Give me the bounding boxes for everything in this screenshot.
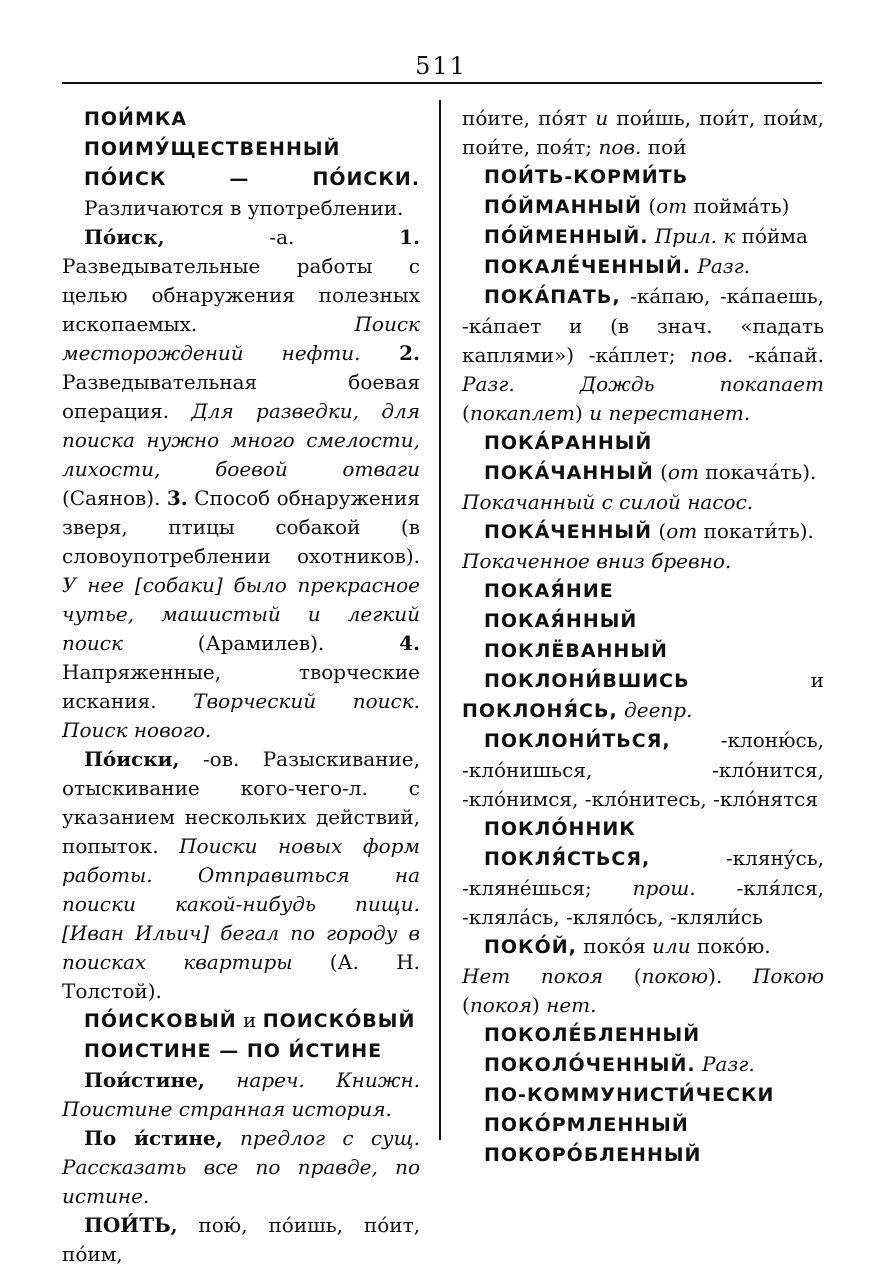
entry-text: пои́ (641, 135, 687, 159)
headword: ПОКА́РАННЫЙ (484, 432, 653, 454)
entry-text: покача́ть). (698, 460, 817, 484)
entry-po-kommunisticheski (462, 1080, 824, 1110)
headword: ПОКА́ЧАННЫЙ (484, 462, 654, 484)
subheadword: По́иск, (84, 225, 165, 249)
entry-pokachanny (462, 458, 824, 517)
entry-text: от (666, 519, 698, 543)
entry-text: ). (708, 964, 753, 988)
headword: ПОИСКО́ВЫЙ (262, 1010, 416, 1032)
headword: ПОКОЛО́ЧЕННЫЙ. (484, 1054, 696, 1076)
entry-pokoroblenny (462, 1140, 824, 1170)
entry-pokayanie (462, 576, 824, 606)
entry-text: поко́ю. (690, 934, 771, 958)
entry-text: ( (653, 460, 668, 484)
page-number: 511 (415, 52, 467, 80)
headword: ПО-КОММУНИСТИ́ЧЕСКИ (484, 1084, 775, 1106)
entry-text: поко́я (576, 934, 653, 958)
entry-poimka (62, 104, 420, 134)
entry-text: от (667, 460, 699, 484)
entry-text: и (689, 668, 824, 692)
headword: ПОКО́Й, (484, 936, 577, 958)
entry-text: или (652, 934, 691, 958)
entry-pokolochenny (462, 1050, 824, 1080)
entry-text: ) (531, 993, 547, 1017)
entry-poit-continued (462, 104, 824, 162)
entry-text: (Арамилев). (122, 631, 400, 655)
entry-text: Разг. (691, 254, 751, 278)
headword: ПОКЛЁВАННЫЙ (484, 640, 668, 662)
entry-pokayanny (462, 606, 824, 636)
entry-text: ) (575, 401, 590, 425)
entry-text: пои́шь, пои́т, пои́м, пои́те, поя́т; (462, 106, 824, 159)
entry-poklonivshis (462, 666, 824, 726)
entry-text: ( (652, 519, 667, 543)
sense-number: 4. (399, 631, 420, 655)
entry-text: ( (462, 401, 470, 425)
example: нет. (546, 993, 597, 1017)
example: покою (641, 964, 709, 988)
example: Поиски новых форм работы. Отправиться на поиски какой-нибудь пищи. [Иван Ильич] бегал по городу в поисках квартиры (62, 834, 420, 974)
left-column (62, 104, 420, 1269)
example: Нет покоя (462, 964, 604, 988)
headword: ПОКАЯ́ННЫЙ (484, 610, 638, 632)
entry-poistine-adverb (62, 1066, 420, 1124)
entry-text: Способ обнаружения зверя, птицы собакой (в словоупотреблении охотников). (62, 486, 421, 568)
headword: ПОКЛО́ННИК (484, 818, 636, 840)
sense-number: 3. (166, 486, 188, 510)
example: Покачанный с силой насос. (462, 490, 754, 514)
entry-text: -ка́паю, -ка́паешь, -ка́пает и (в знач. «падать каплями») -ка́плет; (462, 284, 824, 367)
sense-number: 1. (399, 225, 420, 249)
entry-poit (62, 1211, 420, 1269)
headword: ПОКА́ЧЕННЫЙ (484, 521, 653, 543)
headword: ПОИМУ́ЩЕСТВЕННЫЙ (84, 138, 341, 160)
entry-pokormlenny (462, 1110, 824, 1140)
headword: ПО́ИСК — ПО́ИСКИ. (84, 168, 420, 190)
entry-text: пою́, по́ишь, по́ит, по́им, (62, 1213, 420, 1266)
entry-text: по́ите, по́ят (462, 106, 596, 130)
example: предлог с сущ. Рассказать все по правде, по истине. (62, 1126, 420, 1208)
entry-poiski-definition (62, 745, 420, 1006)
headword: ПОКЛОНЯ́СЬ, (462, 700, 618, 722)
example: Творческий поиск. Поиск нового. (62, 689, 420, 742)
entry-text: Разведывательные работы с целью обнаружения полезных ископаемых. (62, 254, 420, 336)
entry-poisk-poiski (62, 164, 420, 223)
subheadword: По́иски, (84, 747, 180, 771)
entry-text: по́йма (735, 224, 808, 248)
entry-poklonitsya (462, 726, 824, 814)
headword: ПОКО́РМЛЕННЫЙ (484, 1114, 689, 1136)
entry-text: Разг. (695, 1052, 755, 1076)
example: У нее [собаки] было прекрасное чутье, машистый и легкий поиск (62, 573, 420, 655)
entry-text: и (236, 1008, 263, 1032)
entry-text: (Саянов). (62, 486, 167, 510)
subheadword: По и́стине, (84, 1126, 223, 1150)
entry-poiskovy (62, 1006, 420, 1036)
entry-text: прош. (632, 876, 696, 900)
entry-text: -ов. Разыскивание, отыскивание кого-чего-л. с указанием нескольких действий, попыток. (62, 747, 420, 858)
sense-number: 2. (360, 341, 420, 365)
example: Покою (752, 964, 824, 988)
entry-text: -а. (164, 225, 400, 249)
entry-text: Прил. к (648, 224, 736, 248)
entry-text: пов. (598, 135, 642, 159)
entry-pokachenny (462, 517, 824, 576)
entry-text: -клоню́сь, -кло́нишься, -кло́нится, -кло́нимся, -кло́нитесь, -кло́нятся (462, 728, 824, 811)
subheadword: ПОИ́ТЬ, (84, 1213, 178, 1237)
example: покоя (469, 993, 532, 1017)
entry-text: от (656, 194, 688, 218)
headword: ПОКЛЯ́СТЬСЯ, (484, 848, 651, 870)
entry-pokaranny (462, 428, 824, 458)
entry-poklonnik (462, 814, 824, 844)
headword: ПОИ́ТЬ-КОРМИ́ТЬ (484, 166, 689, 188)
right-column (462, 104, 824, 1170)
entry-text: Различаются в употреблении. (84, 196, 404, 220)
headword: ПОИ́МКА (84, 108, 188, 130)
entry-pokoy (462, 932, 824, 1020)
headword: ПОИСТИНЕ — ПО И́СТИНЕ (84, 1040, 383, 1062)
headword: ПОКЛОНИ́ТЬСЯ, (484, 730, 671, 752)
headword: ПОКАЛЕ́ЧЕННЫЙ. (484, 256, 691, 278)
entry-text: -кля́лся, -кляла́сь, -кляло́сь, -кляли́сь (462, 876, 824, 929)
entry-text: покати́ть). (697, 519, 814, 543)
example: Покаченное вниз бревно. (462, 549, 732, 573)
entry-text: Напряженные, творческие искания. (62, 660, 420, 713)
entry-poklevanny (462, 636, 824, 666)
entry-pokapat (462, 282, 824, 428)
entry-text: ( (641, 194, 657, 218)
headword: ПОКА́ПАТЬ, (484, 286, 621, 308)
entry-text: пойма́ть) (687, 194, 790, 218)
headword: ПО́ЙМАННЫЙ (484, 196, 642, 218)
header-rule (62, 82, 822, 84)
entry-poisk-definition (62, 223, 420, 745)
headword: ПОКОЛЕ́БЛЕННЫЙ (484, 1024, 701, 1046)
headword: ПОКАЯ́НИЕ (484, 580, 614, 602)
example: Для разведки, для поиска нужно много смелости, лихости, боевой отваги (62, 399, 420, 481)
example: Разг. Дождь покапает (462, 372, 824, 396)
entry-text: -кляну́сь, -кляне́шься; (462, 846, 824, 900)
entry-poklyastsya (462, 844, 824, 932)
column-divider (439, 100, 441, 1140)
example: и перестанет. (589, 401, 751, 425)
example: нареч. Книжн. Поистине странная история. (62, 1068, 420, 1121)
entry-poimushchestvenny (62, 134, 420, 164)
entry-pokoleblenny (462, 1020, 824, 1050)
entry-text: деепр. (617, 698, 693, 722)
headword: ПО́ЙМЕННЫЙ. (484, 226, 649, 248)
example: Поиск месторождений нефти. (62, 312, 420, 365)
entry-poymanny (462, 192, 824, 222)
headword: ПОКОРО́БЛЕННЫЙ (484, 1144, 702, 1166)
entry-text: Разведывательная боевая операция. (62, 370, 420, 423)
entry-pokalechenny (462, 252, 824, 282)
headword: ПО́ИСКОВЫЙ (84, 1010, 237, 1032)
entry-poistine (62, 1036, 420, 1066)
entry-poit-kormit (462, 162, 824, 192)
entry-po-istine-prep (62, 1124, 420, 1211)
entry-text: -ка́пай. (733, 343, 824, 367)
subheadword: Пои́стине, (84, 1068, 205, 1092)
entry-text: (А. Н. Толстой). (62, 950, 420, 1003)
entry-text: ( (603, 964, 642, 988)
entry-text: пов. (690, 343, 734, 367)
example: покаплет (469, 401, 576, 425)
entry-poymenny (462, 222, 824, 252)
entry-text: и (595, 106, 609, 130)
headword: ПОКЛОНИ́ВШИСЬ (484, 670, 690, 692)
entry-text: ( (462, 993, 470, 1017)
